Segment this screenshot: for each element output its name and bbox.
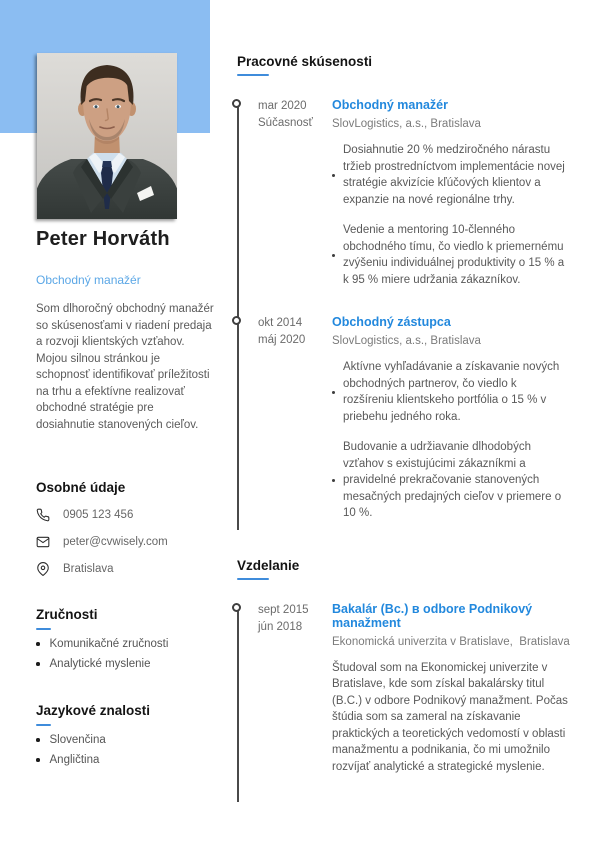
school-name: Ekonomická univerzita v Bratislave, Bratislava bbox=[332, 635, 570, 648]
main-content bbox=[230, 54, 570, 775]
section-personal-details bbox=[36, 480, 214, 576]
timeline-dot-icon bbox=[232, 99, 241, 108]
bullet-text: Aktívne vyhľadávanie a získavanie nových obchodných partnerov, čo viedlo k rozšíreniu klientskeho portfólia o 15 % v priebehu jedného roka. bbox=[343, 361, 560, 423]
job-bullets bbox=[332, 359, 570, 522]
personal-details-heading: Osobné údaje bbox=[36, 480, 126, 495]
date-from: okt 2014 bbox=[258, 317, 303, 329]
bullet-dot-icon bbox=[332, 254, 335, 257]
phone-number: 0905 123 456 bbox=[63, 509, 134, 521]
date-to: Súčasnosť bbox=[258, 117, 313, 129]
entry-dates bbox=[258, 315, 332, 522]
phone-icon bbox=[36, 508, 50, 522]
language-label: Angličtina bbox=[49, 754, 100, 766]
bullet-text: Dosiahnutie 20 % medziročného nárastu tržieb prostredníctvom implementácie novej stratégie akvizície kľúčových klientov a expanzie na nové regionálne trhy. bbox=[343, 144, 565, 206]
company-name: SlovLogistics, a.s., Bratislava bbox=[332, 335, 481, 347]
education-description: Študoval som na Ekonomickej univerzite v Bratislave, kde som získal bakalársky titul (B.C.) v odbore Podnikový manažment. Počas štúdia som sa zameral na získavanie praktických a teoretických vedomostí v oblasti manažmentu a podnikania, čo mi umožnilo rozvíjať analytické a strategické myslenie. bbox=[332, 661, 568, 773]
bullet-dot-icon bbox=[36, 662, 40, 666]
timeline-dot-icon bbox=[232, 316, 241, 325]
bullet-dot-icon bbox=[332, 479, 335, 482]
degree-title: Bakalár (Bc.) в odbore Podnikový manažment bbox=[332, 601, 533, 630]
language-item bbox=[36, 734, 214, 746]
job-bullets bbox=[332, 142, 570, 288]
bullet-dot-icon bbox=[332, 174, 335, 177]
skill-item bbox=[36, 638, 214, 650]
job-title: Obchodný manažér bbox=[332, 98, 448, 112]
sidebar bbox=[36, 228, 214, 766]
profile-photo bbox=[37, 53, 177, 219]
job-title: Obchodný zástupca bbox=[332, 315, 451, 329]
entry-dates bbox=[258, 98, 332, 288]
skill-label: Analytické myslenie bbox=[49, 658, 151, 670]
bullet-dot-icon bbox=[36, 758, 40, 762]
company-name: SlovLogistics, a.s., Bratislava bbox=[332, 118, 481, 130]
timeline-dot-icon bbox=[232, 603, 241, 612]
job-bullet bbox=[332, 142, 570, 208]
date-from: sept 2015 bbox=[258, 603, 309, 616]
experience-entry bbox=[230, 98, 570, 288]
job-bullet bbox=[332, 439, 570, 522]
contact-phone-row bbox=[36, 508, 214, 522]
section-skills bbox=[36, 607, 214, 670]
experience-entry bbox=[230, 315, 570, 522]
location-pin-icon bbox=[36, 562, 50, 576]
bullet-text: Vedenie a mentoring 10-členného obchodného tímu, čo viedlo k priemernému zvýšeniu individuálnej produktivity o 15 % a k 95 % miere udržania zákazníkov. bbox=[343, 224, 565, 286]
entry-dates bbox=[258, 602, 332, 776]
skills-heading: Zručnosti bbox=[36, 607, 214, 630]
contact-location-row bbox=[36, 562, 214, 576]
entry-content bbox=[332, 98, 570, 288]
language-item bbox=[36, 754, 214, 766]
candidate-title: Obchodný manažér bbox=[36, 273, 141, 287]
entry-content bbox=[332, 602, 570, 776]
bullet-dot-icon bbox=[332, 391, 335, 394]
experience-timeline bbox=[230, 98, 570, 522]
location-text: Bratislava bbox=[63, 563, 114, 575]
date-to: máj 2020 bbox=[258, 334, 306, 346]
date-from: mar 2020 bbox=[258, 100, 307, 112]
education-timeline bbox=[230, 602, 570, 776]
skill-label: Komunikačné zručnosti bbox=[49, 638, 169, 650]
entry-content bbox=[332, 315, 570, 522]
email-address: peter@cvwisely.com bbox=[63, 536, 168, 548]
languages-heading: Jazykové znalosti bbox=[36, 703, 214, 726]
skill-item bbox=[36, 658, 214, 670]
bullet-dot-icon bbox=[36, 738, 40, 742]
education-entry bbox=[230, 602, 570, 776]
language-label: Slovenčina bbox=[49, 734, 106, 746]
bullet-dot-icon bbox=[36, 642, 40, 646]
education-heading: Vzdelanie bbox=[237, 558, 570, 580]
job-bullet bbox=[332, 359, 570, 425]
contact-email-row bbox=[36, 535, 214, 549]
profile-summary: Som dlhoročný obchodný manažér so skúsenosťami v riadení predaja a rozvoji klientských vzťahov. Mojou silnou stránkou je schopnosť identifikovať príležitosti na trhu a efektívne realizovať obchodné stratégie pre dosiahnutie stanovených cieľov. bbox=[36, 303, 214, 431]
section-languages bbox=[36, 703, 214, 766]
email-icon bbox=[36, 535, 50, 549]
job-bullet bbox=[332, 222, 570, 288]
experience-heading: Pracovné skúsenosti bbox=[237, 54, 570, 76]
bullet-text: Budovanie a udržiavanie dlhodobých vzťahov s existujúcimi zákazníkmi a pravidelné prekračovanie stanovených mesačných predajných cieľov v priemere o 10 %. bbox=[343, 441, 562, 519]
portrait-illustration bbox=[37, 53, 177, 219]
candidate-name: Peter Horváth bbox=[36, 228, 170, 250]
date-to: jún 2018 bbox=[258, 620, 303, 633]
